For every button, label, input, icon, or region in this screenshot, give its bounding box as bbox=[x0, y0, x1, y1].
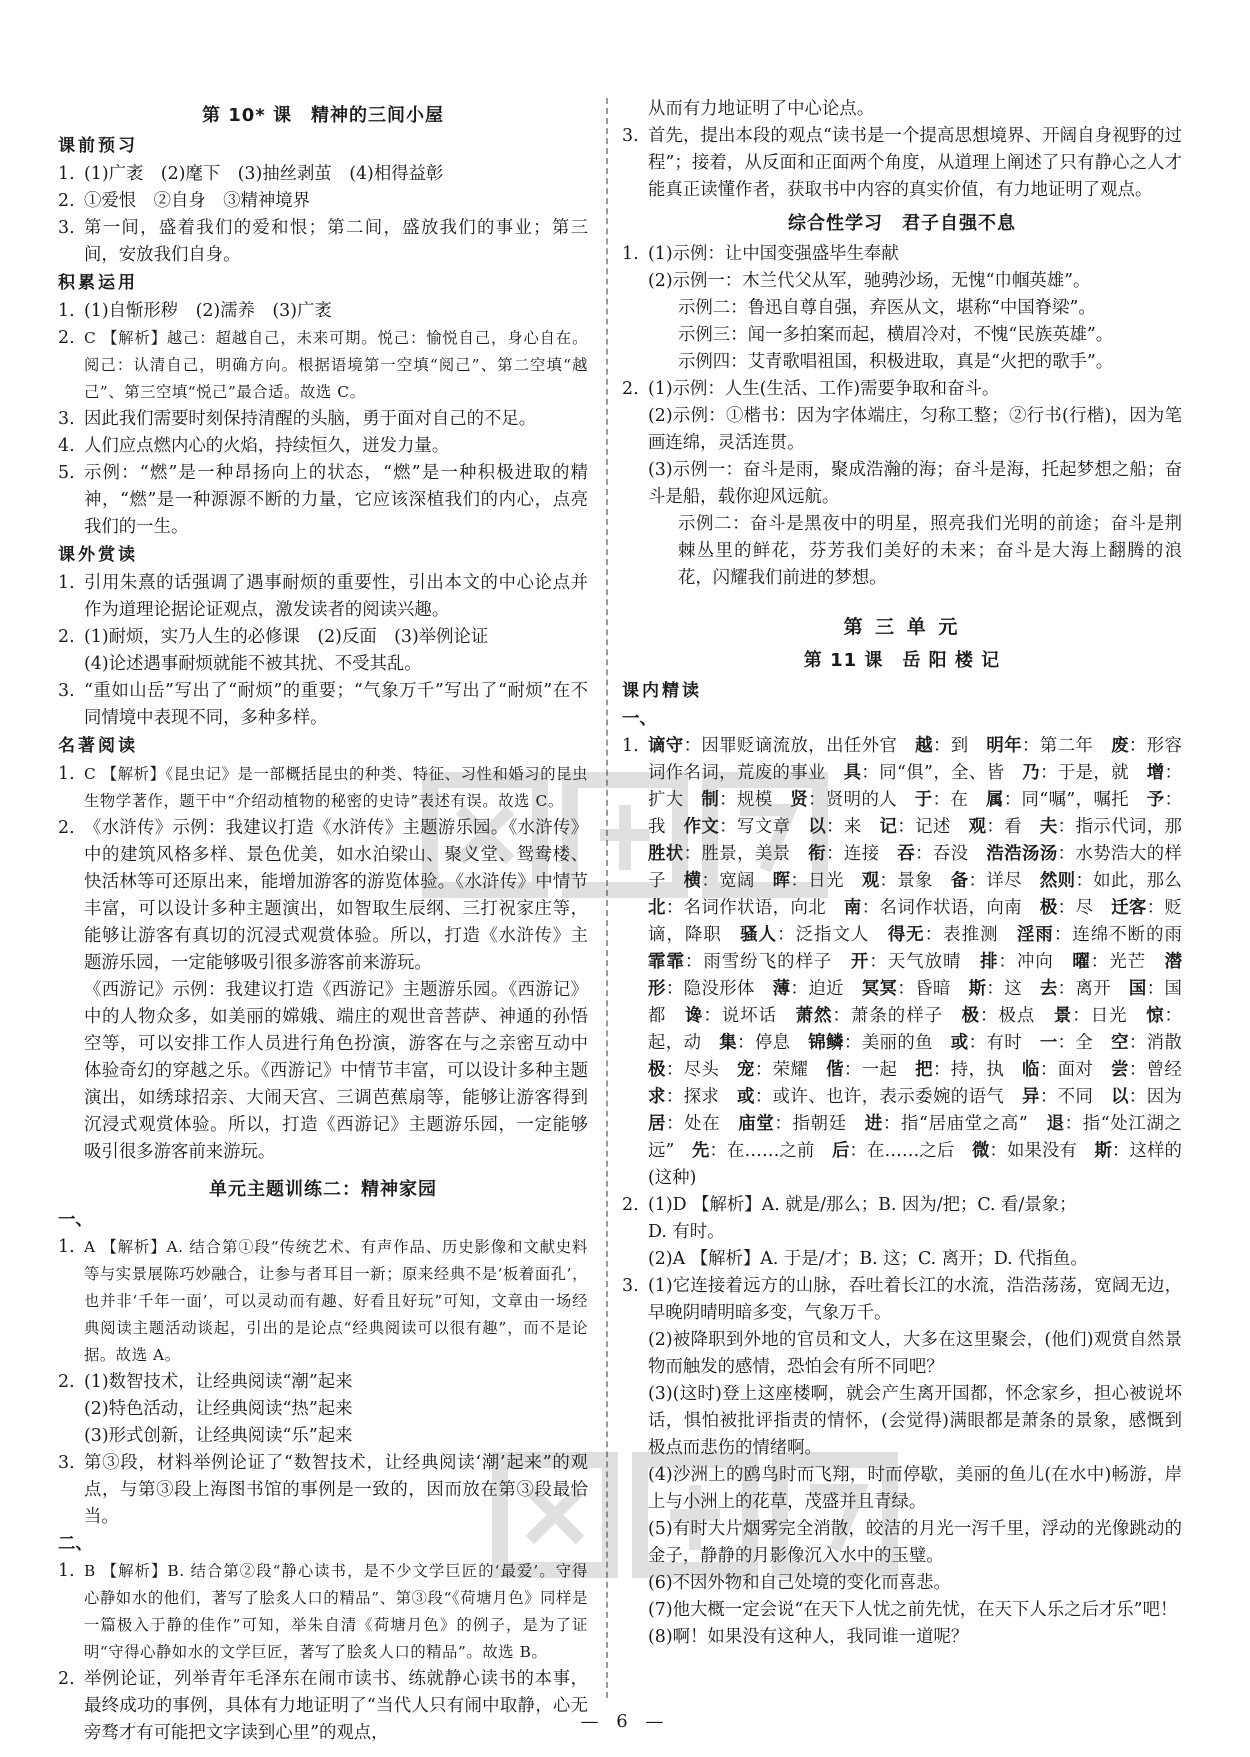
lesson-11-title: 第 11 课 岳 阳 楼 记 bbox=[803, 650, 1001, 671]
comprehensive-study-title: 综合性学习 君子自强不息 bbox=[788, 213, 1016, 234]
list-item-continuation: 从而有力地证明了中心论点。 bbox=[648, 99, 875, 119]
list-item: 1. 谪守：因罪贬谪流放，出任外官 越：到 明年：第二年 废：形容词作名词，荒废的事业 具：同“俱”，全、皆 乃：于是，就 增：扩大 制：规模 贤：贤明的人 于：在 属：同“嘱”，嘱托 予：我 作文：写文章 以：来 记：记述 观：看 夫：指示代词，那 胜状：胜景，美景 衔：连接 吞：吞没 浩浩汤汤：水势浩大的样子 横：宽阔 晖：日光 观：景象 备：详尽 然则：如此，那么 北：名词作状语，向北 南：名词作状语，向南 极：尽 迁客：贬谪，降职 骚人：泛指文人 得无：表推测 淫雨：连绵不断的雨 霏霏：雨雪纷飞的样子 开：天气放晴 排：冲向 曜：光芒 潜形：隐没形体 薄：迫近 冥冥：昏暗 斯：这 去：离开 国：国都 谗：说坏话 萧然：萧条的样子 极：极点 景：日光 惊：起，动 集：停息 锦鳞：美丽的鱼 或：有时 一：全 空：消散 极：尽头 宠：荣耀 偕：一起 把：持，执 临：面对 尝：曾经 求：探求 或：或许、也许，表示委婉的语气 异：不同 以：因为 居：处在 庙堂：指朝廷 进：指“居庙堂之高” 退：指“处江湖之远” 先：在……之前 后：在……之后 微：如果没有 斯：这样的(这种) bbox=[622, 733, 1182, 1192]
list-item: 3. 首先，提出本段的观点“读书是一个提高思想境界、开阔自身视野的过程”；接着，从反面和正面两个角度，从道理上阐述了只有静心之人才能真正读懂作者，获取书中内容的真实价值，有力地证明了观点。 bbox=[622, 126, 1182, 200]
list-item-continuation: (3)(这时)登上这座楼啊，就会产生离开国都，怀念家乡，担心被说坏话，惧怕被批评指责的情怀，(会觉得)满眼都是萧条的景象，感慨到极点而悲伤的情绪啊。 bbox=[648, 1384, 1182, 1458]
list-item-continuation: (8)啊！如果没有这种人，我同谁一道呢？ bbox=[648, 1627, 969, 1647]
list-item: 2. ①爱恨 ②自身 ③精神境界 bbox=[58, 191, 311, 211]
section-heading-accumulate: 积累运用 bbox=[58, 273, 138, 293]
list-item: 2. 《水浒传》示例：我建议打造《水浒传》主题游乐园。《水浒传》中的建筑风格多样、景色优美，如水泊梁山、聚义堂、鸳鸯楼、快活林等可还原出来，能增加游客的游览体验。《水浒传》中情节丰富，可以设计多种主题演出，如智取生辰纲、三打祝家庄等，能够让游客有真切的沉浸式观赏体验。所以，打造《水浒传》主题游乐园，一定能够吸引很多游客前来游玩。 bbox=[58, 818, 588, 973]
unit-training-title: 单元主题训练二：精神家园 bbox=[209, 1179, 437, 1200]
list-item-continuation: 示例二：奋斗是黑夜中的明星，照亮我们光明的前途；奋斗是荆棘丛里的鲜花，芬芳我们美好的未来；奋斗是大海上翻腾的浪花，闪耀我们前进的梦想。 bbox=[678, 514, 1182, 588]
part-marker: 一、 bbox=[622, 709, 657, 729]
list-item: 2. 举例论证，列举青年毛泽东在闹市读书、练就静心读书的本事，最终成功的事例，具体有力地证明了“当代人只有闹中取静，心无旁骛才有可能把文字读到心里”的观点， bbox=[58, 1669, 588, 1743]
list-item: 2. (1)耐烦，实乃人生的必修课 (2)反面 (3)举例论证 bbox=[58, 627, 489, 647]
list-item-continuation: (3)形式创新，让经典阅读“乐”起来 bbox=[84, 1426, 353, 1446]
list-item-continuation: (2)示例：①楷书：因为字体端庄，匀称工整；②行书(行楷)，因为笔画连绵，灵活连贯。 bbox=[648, 406, 1182, 453]
list-item: 3. (1)它连接着远方的山脉，吞吐着长江的水流，浩浩荡荡，宽阔无边，早晚阴晴明暗多变，气象万千。 bbox=[622, 1276, 1182, 1323]
list-item: 2. C 【解析】越己：超越自己，未来可期。悦己：愉悦自己，身心自在。阅己：认清自己，明确方向。根据语境第一空填“阅己”、第二空填“越己”、第三空填“悦己”最合适。故选 C。 bbox=[58, 328, 588, 401]
unit-3-title: 第 三 单 元 bbox=[843, 616, 961, 638]
list-item-continuation: 《西游记》示例：我建议打造《西游记》主题游乐园。《西游记》中的人物众多，如美丽的嫦娥、端庄的观世音菩萨、神通的孙悟空等，可以安排工作人员进行角色扮演，游客在与之亲密互动中体验奇幻的穿越之乐。《西游记》中情节丰富，可以设计多种主题演出，如绣球招亲、大闹天宫、三调芭蕉扇等，能够让游客得到沉浸式观赏体验。所以，打造《西游记》主题游乐园，一定能够吸引很多游客前来游玩。 bbox=[84, 980, 588, 1162]
list-item: 3. “重如山岳”写出了“耐烦”的重要；“气象万千”写出了“耐烦”在不同情境中表现不同，多种多样。 bbox=[58, 681, 588, 728]
list-item: 1. B 【解析】B. 结合第②段“静心读书，是不少文学巨匠的‘最爱’。守得心静如水的他们，著写了脍炙人口的精品”、第③段“《荷塘月色》同样是一篇极入于静的佳作”可知，举朱自清《荷塘月色》的例子，是为了证明“守得心静如水的文学巨匠，著写了脍炙人口的精品”。故选 B。 bbox=[58, 1561, 588, 1661]
page-number: — 6 — bbox=[580, 1711, 670, 1732]
list-item-continuation: (2)特色活动，让经典阅读“热”起来 bbox=[84, 1399, 353, 1419]
list-item-continuation: 示例三：闻一多拍案而起，横眉冷对，不愧“民族英雄”。 bbox=[678, 325, 1114, 345]
list-item-continuation: (7)他大概一定会说“在天下人忧之前先忧，在天下人乐之后才乐”吧！ bbox=[648, 1600, 1178, 1620]
list-item-continuation: (3)示例一：奋斗是雨，聚成浩瀚的海；奋斗是海，托起梦想之船；奋斗是船，载你迎风远航。 bbox=[648, 460, 1182, 507]
list-item-continuation: (6)不因外物和自己处境的变化而喜悲。 bbox=[648, 1573, 951, 1593]
list-item: 1. 引用朱熹的话强调了遇事耐烦的重要性，引出本文的中心论点并作为道理论据论证观点，激发读者的阅读兴趣。 bbox=[58, 573, 588, 620]
section-heading-outside-reading: 课外赏读 bbox=[58, 545, 138, 565]
list-item: 1. A 【解析】A. 结合第①段“传统艺术、有声作品、历史影像和文献史料等与实景展陈巧妙融合，让参与者耳目一新；原来经典不是‘板着面孔’，也并非‘千年一面’，可以灵动而有趣、好看且好玩”可知，文章由一场经典阅读主题活动谈起，引出的是论点“经典阅读可以很有趣”，而不是论据。故选 A。 bbox=[58, 1237, 588, 1364]
lesson-10-title: 第 10* 课 精神的三间小屋 bbox=[202, 105, 444, 126]
part-marker: 二、 bbox=[58, 1534, 93, 1554]
list-item: 1. C 【解析】《昆虫记》是一部概括昆虫的种类、特征、习性和婚习的昆虫生物学著作，题干中“介绍动植物的秘密的史诗”表述有误。故选 C。 bbox=[58, 764, 588, 810]
list-item-continuation: (4)论述遇事耐烦就能不被其扰、不受其乱。 bbox=[84, 654, 422, 674]
list-item-continuation: (2)被降职到外地的官员和文人，大多在这里聚会，(他们)观赏自然景物而触发的感情，恐怕会有所不同吧？ bbox=[648, 1330, 1182, 1377]
list-item-continuation: 示例二：鲁迅自尊自强，弃医从文，堪称“中国脊梁”。 bbox=[678, 298, 1096, 318]
list-item-continuation: D. 有时。 bbox=[648, 1222, 725, 1242]
list-item: 3. 第一间，盛着我们的爱和恨；第二间，盛放我们的事业；第三间，安放我们自身。 bbox=[58, 218, 588, 265]
left-column bbox=[58, 96, 588, 1747]
list-item: 1. (1)自惭形秽 (2)濡养 (3)广袤 bbox=[58, 301, 332, 321]
list-item-continuation: (2)示例一：木兰代父从军，驰骋沙场，无愧“巾帼英雄”。 bbox=[648, 271, 1091, 291]
list-item: 3. 第③段，材料举例论证了“数智技术，让经典阅读‘潮’起来”的观点，与第③段上海图书馆的事例是一致的，因而放在第③段最恰当。 bbox=[58, 1453, 588, 1527]
list-item: 3. 因此我们需要时刻保持清醒的头脑，勇于面对自己的不足。 bbox=[58, 409, 537, 429]
part-marker: 一、 bbox=[58, 1210, 93, 1230]
list-item: 4. 人们应点燃内心的火焰，持续恒久，迸发力量。 bbox=[58, 436, 450, 456]
section-heading-preview: 课前预习 bbox=[58, 136, 138, 156]
section-heading-classics: 名著阅读 bbox=[58, 736, 138, 756]
list-item-continuation: (2)A 【解析】A. 于是/才；B. 这；C. 离开；D. 代指鱼。 bbox=[648, 1249, 1088, 1269]
list-item-continuation: (4)沙洲上的鸥鸟时而飞翔，时而停歇，美丽的鱼儿(在水中)畅游，岸上与小洲上的花草，茂盛并且青绿。 bbox=[648, 1465, 1182, 1512]
column-divider bbox=[606, 98, 608, 1698]
right-column bbox=[622, 96, 1200, 1651]
list-item: 1. (1)广袤 (2)麾下 (3)抽丝剥茧 (4)相得益彰 bbox=[58, 164, 444, 184]
list-item-continuation: (5)有时大片烟雾完全消散，皎洁的月光一泻千里，浮动的光像跳动的金子，静静的月影像沉入水中的玉璧。 bbox=[648, 1519, 1182, 1566]
list-item: 1. (1)示例：让中国变强盛毕生奉献 bbox=[622, 244, 899, 264]
list-item: 2. (1)示例：人生(生活、工作)需要争取和奋斗。 bbox=[622, 379, 1000, 399]
section-heading-in-class: 课内精读 bbox=[622, 681, 702, 701]
word-glossary: 谪守：因罪贬谪流放，出任外官 越：到 明年：第二年 废：形容词作名词，荒废的事业 具：同“俱”，全、皆 乃：于是，就 增：扩大 制：规模 贤：贤明的人 于：在 属：同“嘱”，嘱托 予：我 作文：写文章 以：来 记：记述 观：看 夫：指示代词，那 胜状：胜景，美景 衔：连接 吞：吞没 浩浩汤汤：水势浩大的样子 横：宽阔 晖：日光 观：景象 备：详尽 然则：如此，那么 北：名词作状语，向北 南：名词作状语，向南 极：尽 迁客：贬谪，降职 骚人：泛指文人 得无：表推测 淫雨：连绵不断的雨 霏霏：雨雪纷飞的样子 开：天气放晴 排：冲向 曜：光芒 潜形：隐没形体 薄：迫近 冥冥：昏暗 斯：这 去：离开 国：国都 谗：说坏话 萧然：萧条的样子 极：极点 景：日光 惊：起，动 集：停息 锦鳞：美丽的鱼 或：有时 一：全 空：消散 极：尽头 宠：荣耀 偕：一起 把：持，执 临：面对 尝：曾经 求：探求 或：或许、也许，表示委婉的语气 异：不同 以：因为 居：处在 庙堂：指朝廷 进：指“居庙堂之高” 退：指“处江湖之远” 先：在……之前 后：在……之后 微：如果没有 斯：这样的(这种) bbox=[648, 736, 1200, 1188]
list-item: 2. (1)数智技术，让经典阅读“潮”起来 bbox=[58, 1372, 353, 1392]
list-item: 5. 示例：“燃”是一种昂扬向上的状态，“燃”是一种积极进取的精神，“燃”是一种源源不断的力量，它应该深植我们的内心，点亮我们的一生。 bbox=[58, 463, 588, 537]
list-item: 2. (1)D 【解析】A. 就是/那么；B. 因为/把；C. 看/景象； bbox=[622, 1195, 1077, 1215]
list-item-continuation: 示例四：艾青歌唱祖国，积极进取，真是“火把的歌手”。 bbox=[678, 352, 1114, 372]
